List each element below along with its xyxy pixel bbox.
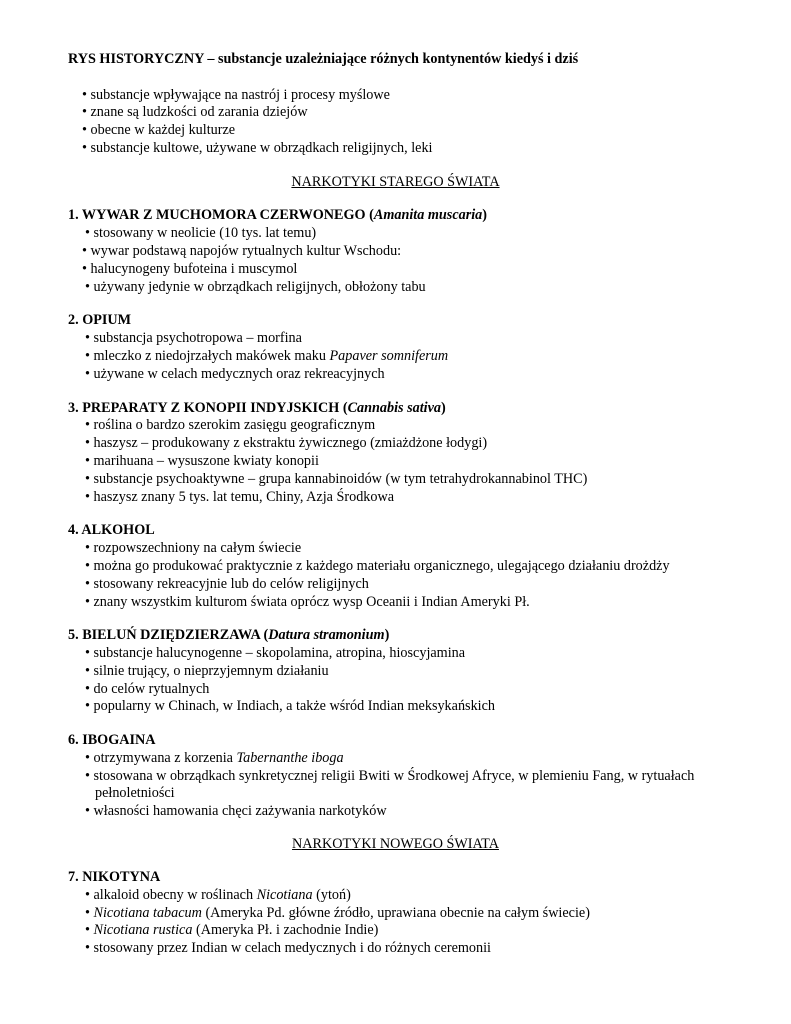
section-1-title: 1. WYWAR Z MUCHOMORA CZERWONEGO ( xyxy=(68,207,374,223)
s7-item-4: • stosowany przez Indian w celach medycznych i do różnych ceremonii xyxy=(85,940,491,956)
s7-item-3-latin: Nicotiana rustica xyxy=(93,922,193,938)
s2-item-1: • substancja psychotropowa – morfina xyxy=(85,330,302,346)
s7-item-1 xyxy=(85,887,351,904)
s7-item-1-text: • alkaloid obecny w roślinach xyxy=(85,887,257,903)
s4-item-3: • stosowany rekreacyjnie lub do celów religijnych xyxy=(85,576,369,592)
s7-item-3-bullet: • xyxy=(85,922,94,938)
section-1-close: ) xyxy=(482,207,487,223)
section-2-heading: 2. OPIUM xyxy=(68,312,132,328)
s6-item-2-continued: pełnoletniości xyxy=(95,785,175,801)
s2-item-2-text: • mleczko z niedojrzałych makówek maku xyxy=(85,348,330,364)
s7-item-1-post: (ytoń) xyxy=(312,887,351,903)
section-5-heading xyxy=(68,627,389,644)
section-6-heading: 6. IBOGAINA xyxy=(68,732,156,748)
intro-item-1: • substancje wpływające na nastrój i procesy myślowe xyxy=(82,87,390,103)
s3-item-4: • substancje psychoaktywne – grupa kannabinoidów (w tym tetrahydrokannabinol THC) xyxy=(85,471,588,487)
section-5-latin: Datura stramonium xyxy=(268,627,385,643)
s4-item-4: • znany wszystkim kulturom świata oprócz wysp Oceanii i Indian Ameryki Pł. xyxy=(85,594,530,610)
s4-item-1: • rozpowszechniony na całym świecie xyxy=(85,540,302,556)
section-7-heading: 7. NIKOTYNA xyxy=(68,869,161,885)
s7-item-2-latin: Nicotiana tabacum xyxy=(93,905,202,921)
s7-item-3-post: (Ameryka Pł. i zachodnie Indie) xyxy=(192,922,379,938)
s7-item-2-bullet: • xyxy=(85,905,94,921)
s5-item-3: • do celów rytualnych xyxy=(85,681,210,697)
section-3-close: ) xyxy=(441,400,446,416)
s2-item-2-latin: Papaver somniferum xyxy=(329,348,449,364)
section-3-latin: Cannabis sativa xyxy=(347,400,441,416)
s6-item-1-latin: Tabernanthe iboga xyxy=(236,750,344,766)
s6-item-2: • stosowana w obrządkach synkretycznej religii Bwiti w Środkowej Afryce, w plemieniu Fang, w rytuałach xyxy=(85,768,695,784)
page-title: RYS HISTORYCZNY – substancje uzależniające różnych kontynentów kiedyś i dziś xyxy=(68,51,579,67)
section-4-heading: 4. ALKOHOL xyxy=(68,522,155,538)
intro-item-3: • obecne w każdej kulturze xyxy=(82,122,236,138)
new-world-heading: NARKOTYKI NOWEGO ŚWIATA xyxy=(292,836,499,852)
s2-item-2 xyxy=(85,348,448,365)
s6-item-3: • własności hamowania chęci zażywania narkotyków xyxy=(85,803,387,819)
section-3-heading xyxy=(68,400,446,417)
s7-item-2-post: (Ameryka Pd. główne źródło, uprawiana obecnie na całym świecie) xyxy=(201,905,590,921)
s3-item-2: • haszysz – produkowany z ekstraktu żywicznego (zmiażdżone łodygi) xyxy=(85,435,488,451)
s1-item-1: • stosowany w neolicie (10 tys. lat temu) xyxy=(85,225,317,241)
s7-item-2 xyxy=(85,905,590,922)
s3-item-5: • haszysz znany 5 tys. lat temu, Chiny, Azja Środkowa xyxy=(85,489,395,505)
s5-item-1: • substancje halucynogenne – skopolamina, atropina, hioscyjamina xyxy=(85,645,466,661)
s7-item-3 xyxy=(85,922,378,939)
s1-item-3: • halucynogeny bufoteina i muscymol xyxy=(82,261,298,277)
section-1-heading xyxy=(68,207,487,224)
s4-item-2: • można go produkować praktycznie z każdego materiału organicznego, ulegającego działaniu drożdży xyxy=(85,558,670,574)
s5-item-4: • popularny w Chinach, w Indiach, a także wśród Indian meksykańskich xyxy=(85,698,495,714)
s2-item-3: • używane w celach medycznych oraz rekreacyjnych xyxy=(85,366,385,382)
intro-item-2: • znane są ludzkości od zarania dziejów xyxy=(82,104,308,120)
s7-item-1-latin: Nicotiana xyxy=(256,887,313,903)
old-world-heading: NARKOTYKI STAREGO ŚWIATA xyxy=(291,174,500,190)
section-5-title: 5. BIELUŃ DZIĘDZIERZAWA ( xyxy=(68,627,269,643)
section-3-title: 3. PREPARATY Z KONOPII INDYJSKICH ( xyxy=(68,400,348,416)
s3-item-3: • marihuana – wysuszone kwiaty konopii xyxy=(85,453,319,469)
section-5-close: ) xyxy=(384,627,390,643)
section-1-latin: Amanita muscaria xyxy=(373,207,483,223)
s1-item-4: • używany jedynie w obrządkach religijnych, obłożony tabu xyxy=(85,279,426,295)
s3-item-1: • roślina o bardzo szerokim zasięgu geograficznym xyxy=(85,417,376,433)
s6-item-1-text: • otrzymywana z korzenia xyxy=(85,750,237,766)
s1-item-2: • wywar podstawą napojów rytualnych kultur Wschodu: xyxy=(82,243,402,259)
s5-item-2: • silnie trujący, o nieprzyjemnym działaniu xyxy=(85,663,329,679)
intro-item-4: • substancje kultowe, używane w obrządkach religijnych, leki xyxy=(82,140,433,156)
s6-item-1 xyxy=(85,750,344,767)
